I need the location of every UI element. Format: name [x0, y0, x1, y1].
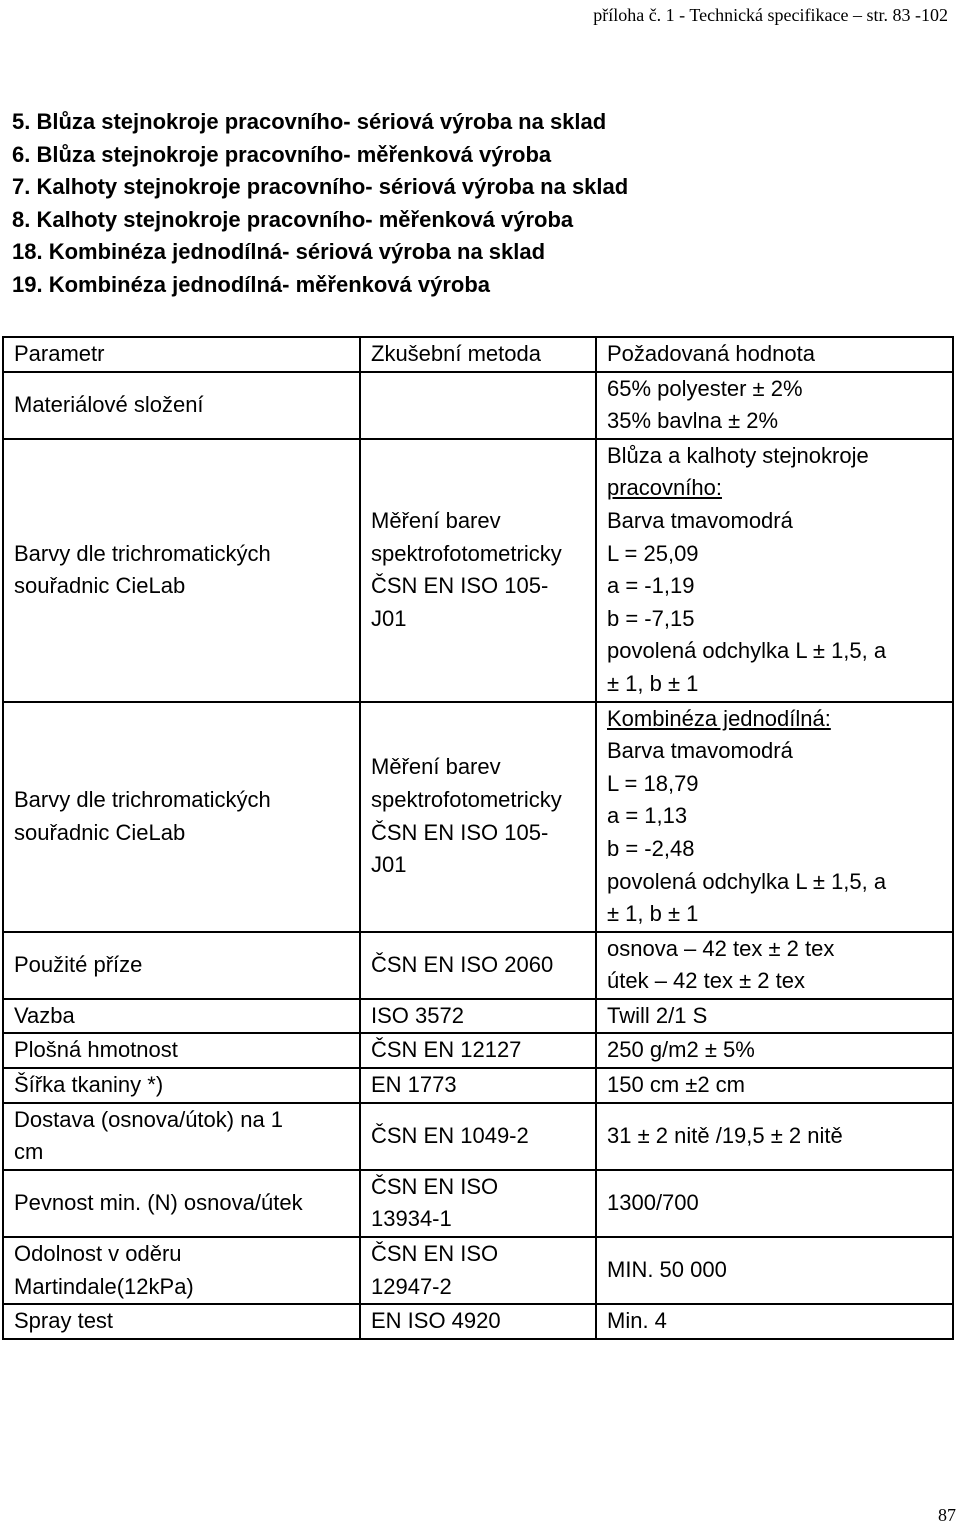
method-line: ČSN EN ISO [371, 1241, 499, 1267]
method-cell [360, 439, 596, 702]
param-cell [3, 439, 360, 702]
table-row [3, 439, 953, 702]
value-cell [596, 702, 953, 932]
value-title-line: Blůza a kalhoty stejnokroje [607, 442, 869, 468]
value-line: b = -7,15 [607, 605, 695, 631]
param-cell: Použité příze [3, 932, 360, 999]
list-item: 18. Kombinéza jednodílná- sériová výroba na sklad [12, 239, 546, 265]
value-cell [596, 372, 953, 439]
header-zkusebni-metoda: Zkušební metoda [360, 337, 596, 372]
page-number: 87 [938, 1505, 956, 1525]
value-line: Barva tmavomodrá [607, 507, 793, 533]
value-line: 35% bavlna ± 2% [607, 408, 779, 434]
method-line: spektrofotometricky [371, 540, 562, 566]
method-cell: ISO 3572 [360, 999, 596, 1034]
value-line: povolená odchylka L ± 1,5, a [607, 638, 887, 664]
method-cell [360, 1170, 596, 1237]
list-item: 19. Kombinéza jednodílná- měřenková výroba [12, 271, 491, 297]
method-cell: ČSN EN 1049-2 [360, 1103, 596, 1170]
method-line: spektrofotometricky [371, 787, 562, 813]
specification-table [2, 336, 954, 1340]
method-line: ČSN EN ISO 105- [371, 819, 549, 845]
value-line: útek – 42 tex ± 2 tex [607, 968, 805, 994]
method-cell: EN 1773 [360, 1068, 596, 1103]
value-line: b = -2,48 [607, 835, 695, 861]
list-item: 6. Blůza stejnokroje pracovního- měřenková výroba [12, 141, 552, 167]
table-row [3, 1304, 953, 1339]
param-cell: Pevnost min. (N) osnova/útek [3, 1170, 360, 1237]
value-cell: 150 cm ±2 cm [596, 1068, 953, 1103]
item-list [12, 106, 628, 302]
param-line: Odolnost v oděru [14, 1241, 182, 1267]
table-row [3, 372, 953, 439]
list-item: 7. Kalhoty stejnokroje pracovního- sériová výroba na sklad [12, 174, 629, 200]
param-line: Dostava (osnova/útok) na 1 [14, 1106, 284, 1132]
value-cell: Min. 4 [596, 1304, 953, 1339]
value-line: a = -1,19 [607, 573, 695, 599]
value-cell [596, 932, 953, 999]
method-line: 12947-2 [371, 1273, 452, 1299]
method-cell: ČSN EN ISO 2060 [360, 932, 596, 999]
param-cell [3, 1103, 360, 1170]
param-line: souřadnic CieLab [14, 573, 186, 599]
list-item: 8. Kalhoty stejnokroje pracovního- měřenková výroba [12, 206, 574, 232]
param-cell [3, 1237, 360, 1304]
param-line: Barvy dle trichromatických [14, 787, 271, 813]
table-header-row [3, 337, 953, 372]
param-cell: Plošná hmotnost [3, 1033, 360, 1068]
value-cell: 250 g/m2 ± 5% [596, 1033, 953, 1068]
method-line: ČSN EN ISO [371, 1173, 499, 1199]
table-row [3, 702, 953, 932]
list-item: 5. Blůza stejnokroje pracovního- sériová výroba na sklad [12, 109, 607, 134]
table-row [3, 1237, 953, 1304]
method-cell: EN ISO 4920 [360, 1304, 596, 1339]
table-row [3, 1170, 953, 1237]
param-line: cm [14, 1139, 44, 1165]
page-header: příloha č. 1 - Technická specifikace – str. 83 -102 [593, 5, 948, 25]
param-line: Martindale(12kPa) [14, 1273, 194, 1299]
value-cell: 31 ± 2 nitě /19,5 ± 2 nitě [596, 1103, 953, 1170]
method-line: 13934-1 [371, 1206, 452, 1232]
param-cell: Vazba [3, 999, 360, 1034]
param-line: Barvy dle trichromatických [14, 540, 271, 566]
header-pozadovana-hodnota: Požadovaná hodnota [596, 337, 953, 372]
method-line: ČSN EN ISO 105- [371, 573, 549, 599]
value-cell: Twill 2/1 S [596, 999, 953, 1034]
value-line: a = 1,13 [607, 803, 688, 829]
method-cell [360, 372, 596, 439]
value-line: 65% polyester ± 2% [607, 375, 803, 401]
value-cell: MIN. 50 000 [596, 1237, 953, 1304]
table-row [3, 1033, 953, 1068]
param-cell: Materiálové složení [3, 372, 360, 439]
method-line: J01 [371, 605, 407, 631]
value-cell [596, 439, 953, 702]
value-line: Barva tmavomodrá [607, 738, 793, 764]
method-cell [360, 702, 596, 932]
value-line: povolená odchylka L ± 1,5, a [607, 868, 887, 894]
value-line: ± 1, b ± 1 [607, 670, 699, 696]
method-line: J01 [371, 852, 407, 878]
header-parametr: Parametr [3, 337, 360, 372]
value-line: L = 18,79 [607, 770, 699, 796]
param-cell: Spray test [3, 1304, 360, 1339]
table-row [3, 1103, 953, 1170]
param-line: souřadnic CieLab [14, 819, 186, 845]
table-row [3, 932, 953, 999]
table-row [3, 1068, 953, 1103]
method-line: Měření barev [371, 507, 501, 533]
method-line: Měření barev [371, 754, 501, 780]
param-cell: Šířka tkaniny *) [3, 1068, 360, 1103]
value-line: L = 25,09 [607, 540, 699, 566]
table-row [3, 999, 953, 1034]
value-title-line: pracovního: [607, 475, 722, 501]
value-cell: 1300/700 [596, 1170, 953, 1237]
value-line: osnova – 42 tex ± 2 tex [607, 935, 835, 961]
value-line: ± 1, b ± 1 [607, 901, 699, 927]
method-cell: ČSN EN 12127 [360, 1033, 596, 1068]
param-cell [3, 702, 360, 932]
method-cell [360, 1237, 596, 1304]
value-title-line: Kombinéza jednodílná: [607, 705, 831, 731]
